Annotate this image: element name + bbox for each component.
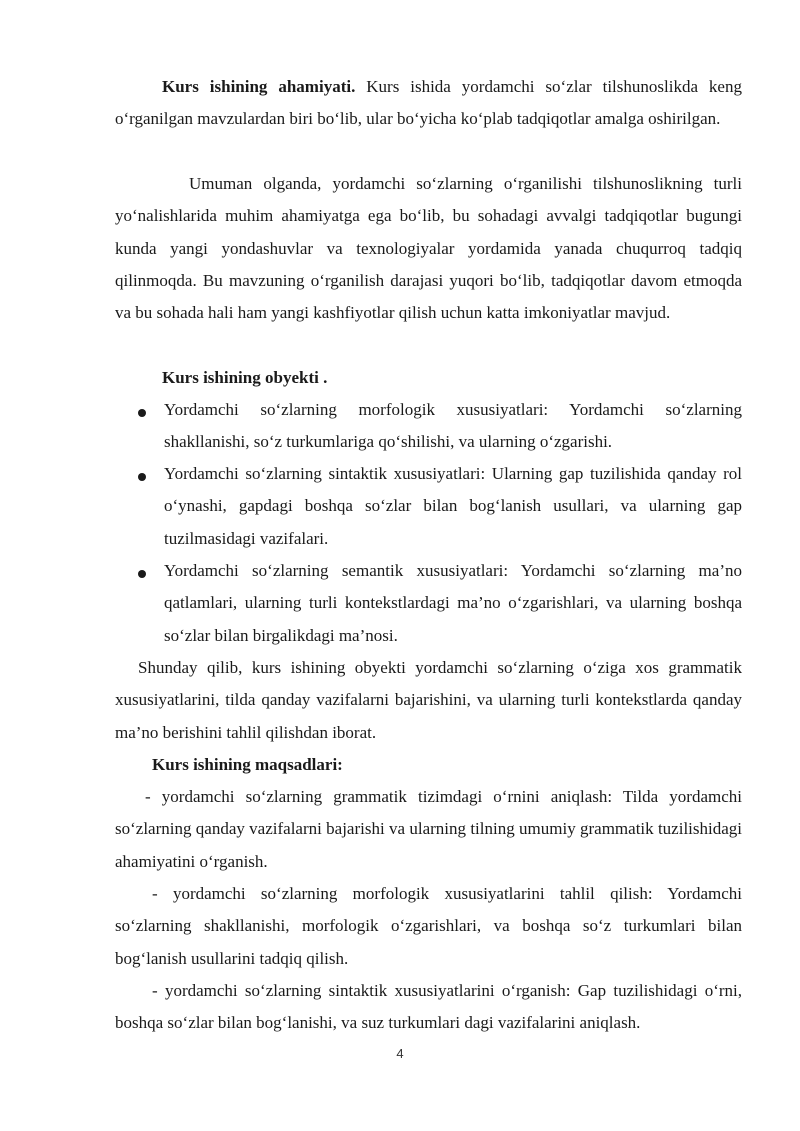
overview-paragraph: Umuman olganda, yordamchi so‘zlarning o‘rganilishi tilshunoslikning turli yo‘nalishlarida muhim ahamiyatga ega bo‘lib, bu sohadagi avvalgi tadqiqotlar bugungi kunda yangi yondashuvlar va texnologiyalar yordamida yanada chuqurroq tadqiq qilinmoqda. Bu mavzuning o‘rganilish darajasi yuqori bo‘lib, tadqiqotlar davom etmoqda va bu sohada hali ham yangi kashfiyotlar qilish uchun katta imkoniyatlar mavjud. xyxy=(115,174,742,323)
page-number: 4 xyxy=(396,1046,404,1061)
bullet-item-semantic: Yordamchi so‘zlarning semantik xususiyatlari: Yordamchi so‘zlarning ma’no qatlamlari, ularning turli kontekstlardagi ma’no o‘zgarishlari, va ularning boshqa so‘zlar bilan birgalikdagi ma’nosi. xyxy=(164,561,742,645)
goal-item-morphological: - yordamchi so‘zlarning morfologik xususiyatlarini tahlil qilish: Yordamchi so‘zlarning shakllanishi, morfologik o‘zgarishlari, va boshqa so‘z turkumlari bilan bog‘lanish usullarini tadqiq qilish. xyxy=(115,884,742,968)
object-heading: Kurs ishining obyekti . xyxy=(162,368,328,387)
bullet-item-syntactic: Yordamchi so‘zlarning sintaktik xususiyatlari: Ularning gap tuzilishida qanday rol o‘ynashi, gapdagi boshqa so‘zlar bilan bog‘lanish usullari, va ularning gap tuzilmasidagi vazifalari. xyxy=(164,464,742,548)
bullet-icon xyxy=(138,473,146,481)
significance-heading: Kurs ishining ahamiyati. xyxy=(162,77,356,96)
significance-text: Kurs ishida yordamchi so‘zlar tilshunoslikda keng o‘rganilgan mavzulardan biri bo‘lib, ular bo‘yicha ko‘plab tadqiqotlar amalga oshirilgan. xyxy=(115,77,742,129)
goal-item-syntactic: - yordamchi so‘zlarning sintaktik xususiyatlarini o‘rganish: Gap tuzilishidagi o‘rni, boshqa so‘zlar bilan bog‘lanishi, va suz turkumlari dagi vazifalarini aniqlash. xyxy=(115,981,742,1033)
significance-paragraph xyxy=(115,71,742,136)
bullet-item-morphological: Yordamchi so‘zlarning morfologik xususiyatlari: Yordamchi so‘zlarning shakllanishi, so‘z turkumlariga qo‘shilishi, va ularning o‘zgarishi. xyxy=(164,400,742,452)
goal-item-grammatical: - yordamchi so‘zlarning grammatik tizimdagi o‘rnini aniqlash: Tilda yordamchi so‘zlarning qanday vazifalarni bajarishi va ularning tilning umumiy grammatik tuzilishidagi ahamiyatini o‘rganish. xyxy=(115,787,742,871)
bullet-icon xyxy=(138,409,146,417)
bullet-icon xyxy=(138,570,146,578)
object-summary-paragraph: Shunday qilib, kurs ishining obyekti yordamchi so‘zlarning o‘ziga xos grammatik xususiyatlarini, tilda qanday vazifalarni bajarishini, va ularning turli kontekstlarda qanday ma’no berishini tahlil qilishdan iborat. xyxy=(115,658,742,742)
goals-heading: Kurs ishining maqsadlari: xyxy=(152,755,343,774)
